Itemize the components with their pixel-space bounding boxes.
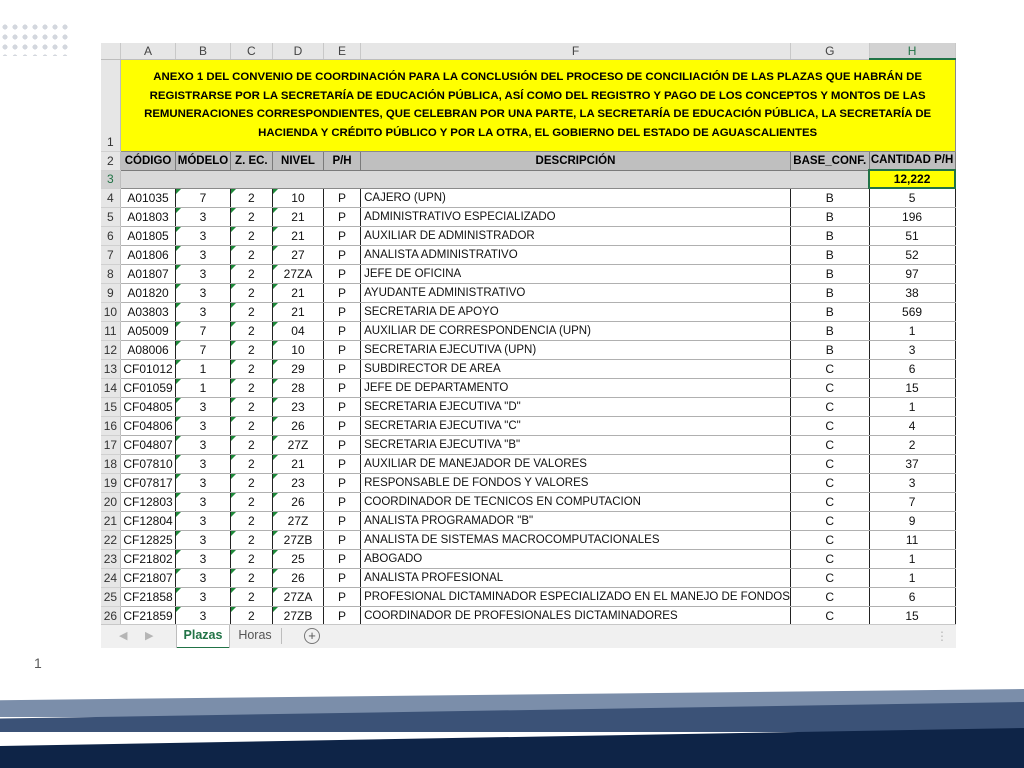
cell-ph[interactable]: P [323, 550, 360, 569]
cell-zona-economica[interactable]: 2 [230, 360, 272, 379]
table-row [101, 246, 955, 265]
cell-cantidad[interactable]: 52 [869, 246, 955, 265]
cell-ph[interactable]: P [323, 360, 360, 379]
table-row [101, 550, 955, 569]
cell-codigo[interactable]: CF21858 [120, 588, 176, 607]
cell-zona-economica[interactable]: 2 [230, 265, 272, 284]
column-header[interactable]: B [176, 43, 230, 59]
cell-ph[interactable]: P [323, 493, 360, 512]
cell-modelo[interactable]: 3 [176, 303, 230, 322]
cell-ph[interactable]: P [323, 417, 360, 436]
header-ph[interactable]: P/H [323, 151, 360, 170]
cell-ph[interactable]: P [323, 379, 360, 398]
cell-cantidad[interactable]: 5 [869, 188, 955, 208]
cell-descripcion[interactable]: SUBDIRECTOR DE AREA [361, 360, 791, 379]
cell-ph[interactable]: P [323, 588, 360, 607]
cell-ph[interactable]: P [323, 188, 360, 208]
table-row [101, 341, 955, 360]
cell-base-conf[interactable]: B [790, 322, 869, 341]
cell-base-conf[interactable]: C [790, 360, 869, 379]
cell-descripcion[interactable]: JEFE DE OFICINA [361, 265, 791, 284]
row-header[interactable]: 7 [101, 246, 120, 265]
cell-cantidad[interactable]: 3 [869, 474, 955, 493]
cell-descripcion[interactable]: AUXILIAR DE ADMINISTRADOR [361, 227, 791, 246]
cell-descripcion[interactable]: SECRETARIA EJECUTIVA (UPN) [361, 341, 791, 360]
more-options-icon[interactable]: ⋮ [936, 629, 948, 643]
cell-zona-economica[interactable]: 2 [230, 455, 272, 474]
cell-nivel[interactable]: 27Z [273, 512, 324, 531]
cell-codigo[interactable]: CF12803 [120, 493, 176, 512]
cell-cantidad[interactable]: 97 [869, 265, 955, 284]
row-header[interactable]: 10 [101, 303, 120, 322]
row-header[interactable]: 24 [101, 569, 120, 588]
cell-nivel[interactable]: 29 [273, 360, 324, 379]
cell-cantidad[interactable]: 15 [869, 607, 955, 626]
cell-cantidad[interactable]: 2 [869, 436, 955, 455]
cell-zona-economica[interactable]: 2 [230, 208, 272, 227]
cell-nivel[interactable]: 10 [273, 341, 324, 360]
cell-ph[interactable]: P [323, 607, 360, 626]
header-modelo[interactable]: MÓDELO [176, 151, 230, 170]
cell-descripcion[interactable]: ANALISTA DE SISTEMAS MACROCOMPUTACIONALES [361, 531, 791, 550]
table-row [101, 569, 955, 588]
table-row [101, 379, 955, 398]
column-header[interactable]: E [323, 43, 360, 59]
cell-codigo[interactable]: CF04805 [120, 398, 176, 417]
cell-nivel[interactable]: 23 [273, 474, 324, 493]
cell-base-conf[interactable]: B [790, 246, 869, 265]
cell-nivel[interactable]: 04 [273, 322, 324, 341]
cell-cantidad[interactable]: 4 [869, 417, 955, 436]
row-header[interactable]: 22 [101, 531, 120, 550]
cell-zona-economica[interactable]: 2 [230, 188, 272, 208]
cell-base-conf[interactable]: C [790, 588, 869, 607]
cell-nivel[interactable]: 21 [273, 455, 324, 474]
column-header-row [101, 43, 955, 59]
cell-zona-economica[interactable]: 2 [230, 341, 272, 360]
cell-ph[interactable]: P [323, 322, 360, 341]
cell-ph[interactable]: P [323, 512, 360, 531]
row-header[interactable]: 13 [101, 360, 120, 379]
cell-base-conf[interactable]: C [790, 607, 869, 626]
cell-ph[interactable]: P [323, 208, 360, 227]
cell-codigo[interactable]: CF01012 [120, 360, 176, 379]
cell-cantidad[interactable]: 11 [869, 531, 955, 550]
row-header[interactable]: 6 [101, 227, 120, 246]
cell-descripcion[interactable]: AUXILIAR DE MANEJADOR DE VALORES [361, 455, 791, 474]
table-row [101, 436, 955, 455]
cell-descripcion[interactable]: ABOGADO [361, 550, 791, 569]
cell-base-conf[interactable]: C [790, 455, 869, 474]
cell-codigo[interactable]: CF12825 [120, 531, 176, 550]
cell-base-conf[interactable]: C [790, 493, 869, 512]
row-header[interactable]: 4 [101, 188, 120, 208]
cell-nivel[interactable]: 10 [273, 188, 324, 208]
cell-modelo[interactable]: 1 [176, 360, 230, 379]
cell-base-conf[interactable]: C [790, 550, 869, 569]
row-header[interactable]: 14 [101, 379, 120, 398]
spreadsheet[interactable] [101, 43, 956, 648]
cell-codigo[interactable]: CF04807 [120, 436, 176, 455]
cell-codigo[interactable]: A01035 [120, 188, 176, 208]
cell-descripcion[interactable]: ANALISTA PROFESIONAL [361, 569, 791, 588]
cell-codigo[interactable]: CF21807 [120, 569, 176, 588]
row-header[interactable]: 26 [101, 607, 120, 626]
table-row [101, 360, 955, 379]
total-row [101, 170, 955, 188]
cell-codigo[interactable]: CF07810 [120, 455, 176, 474]
cell-descripcion[interactable]: ADMINISTRATIVO ESPECIALIZADO [361, 208, 791, 227]
cell-cantidad[interactable]: 37 [869, 455, 955, 474]
table-row [101, 588, 955, 607]
cell-ph[interactable]: P [323, 265, 360, 284]
cell-nivel[interactable]: 26 [273, 569, 324, 588]
cell-nivel[interactable]: 27ZA [273, 588, 324, 607]
cell-descripcion[interactable]: AYUDANTE ADMINISTRATIVO [361, 284, 791, 303]
cell-zona-economica[interactable]: 2 [230, 512, 272, 531]
column-header[interactable]: F [361, 43, 791, 59]
total-cell[interactable]: 12,222 [869, 170, 955, 188]
cell-nivel[interactable]: 23 [273, 398, 324, 417]
column-header[interactable]: A [120, 43, 176, 59]
table-row [101, 398, 955, 417]
cell-ph[interactable]: P [323, 474, 360, 493]
cell-modelo[interactable]: 7 [176, 188, 230, 208]
cell-cantidad[interactable]: 1 [869, 322, 955, 341]
cell-modelo[interactable]: 3 [176, 531, 230, 550]
row-header[interactable]: 23 [101, 550, 120, 569]
select-all-corner[interactable] [101, 43, 120, 59]
cell-modelo[interactable]: 3 [176, 588, 230, 607]
cell-zona-economica[interactable]: 2 [230, 569, 272, 588]
cell-codigo[interactable]: A01805 [120, 227, 176, 246]
table-row [101, 455, 955, 474]
cell-zona-economica[interactable]: 2 [230, 322, 272, 341]
cell-ph[interactable]: P [323, 455, 360, 474]
column-header[interactable]: G [790, 43, 869, 59]
scroll-tabs-left-icon[interactable]: ◀ [119, 630, 128, 642]
cell-descripcion[interactable]: SECRETARIA EJECUTIVA "D" [361, 398, 791, 417]
header-codigo[interactable]: CÓDIGO [120, 151, 176, 170]
row-header[interactable]: 16 [101, 417, 120, 436]
cell-modelo[interactable]: 3 [176, 569, 230, 588]
cell-descripcion[interactable]: ANALISTA PROGRAMADOR "B" [361, 512, 791, 531]
row-header[interactable]: 17 [101, 436, 120, 455]
cell-nivel[interactable]: 27Z [273, 436, 324, 455]
row-header[interactable]: 8 [101, 265, 120, 284]
cell-descripcion[interactable]: CAJERO (UPN) [361, 188, 791, 208]
cell-nivel[interactable]: 27ZA [273, 265, 324, 284]
cell-zona-economica[interactable]: 2 [230, 588, 272, 607]
cell-ph[interactable]: P [323, 398, 360, 417]
table-row [101, 607, 955, 626]
cell-zona-economica[interactable]: 2 [230, 493, 272, 512]
cell-modelo[interactable]: 3 [176, 607, 230, 626]
cell-base-conf[interactable]: C [790, 569, 869, 588]
cell-modelo[interactable]: 7 [176, 322, 230, 341]
cell-codigo[interactable]: CF21859 [120, 607, 176, 626]
cell-modelo[interactable]: 3 [176, 436, 230, 455]
cell-zona-economica[interactable]: 2 [230, 607, 272, 626]
cell-nivel[interactable]: 21 [273, 227, 324, 246]
cell-zona-economica[interactable]: 2 [230, 246, 272, 265]
cell-zona-economica[interactable]: 2 [230, 474, 272, 493]
cell-cantidad[interactable]: 6 [869, 360, 955, 379]
cell-cantidad[interactable]: 15 [869, 379, 955, 398]
document-title-cell[interactable]: ANEXO 1 DEL CONVENIO DE COORDINACIÓN PARA LA CONCLUSIÓN DEL PROCESO DE CONCILIACIÓN DE LAS PLAZAS QUE HABRÁN DE REGISTRARSE POR LA SECRETARÍA DE EDUCACIÓN PÚBLICA, ASÍ COMO DEL REGISTRO Y PAGO DE LOS CONCEPTOS Y MONTOS DE LAS REMUNERACIONES CORRESPONDIENTES, QUE CELEBRAN POR UNA PARTE, LA SECRETARÍA DE EDUCACIÓN PÚBLICA, LA SECRETARÍA DE HACIENDA Y CRÉDITO PÚBLICO Y POR LA OTRA, EL GOBIERNO DEL ESTADO DE AGUASCALIENTES [120, 59, 955, 151]
header-nivel[interactable]: NIVEL [273, 151, 324, 170]
sheet-tab-bar [101, 624, 956, 648]
row-header[interactable]: 15 [101, 398, 120, 417]
cell-cantidad[interactable]: 9 [869, 512, 955, 531]
cell-nivel[interactable]: 21 [273, 303, 324, 322]
row-header[interactable]: 1 [101, 59, 120, 151]
cell-codigo[interactable]: A03803 [120, 303, 176, 322]
add-sheet-icon[interactable]: + [304, 628, 320, 644]
cell-cantidad[interactable]: 3 [869, 341, 955, 360]
row-header[interactable]: 18 [101, 455, 120, 474]
decorative-dot-grid [0, 22, 70, 56]
cell-cantidad[interactable]: 38 [869, 284, 955, 303]
cell-codigo[interactable]: A01803 [120, 208, 176, 227]
cell-zona-economica[interactable]: 2 [230, 550, 272, 569]
cell-descripcion[interactable]: PROFESIONAL DICTAMINADOR ESPECIALIZADO EN EL MANEJO DE FONDOS [361, 588, 791, 607]
table-row [101, 322, 955, 341]
title-row [101, 59, 955, 151]
spreadsheet-grid [101, 43, 956, 626]
cell-nivel[interactable]: 21 [273, 284, 324, 303]
cell-zona-economica[interactable]: 2 [230, 303, 272, 322]
cell-codigo[interactable]: CF07817 [120, 474, 176, 493]
cell-modelo[interactable]: 7 [176, 341, 230, 360]
cell-descripcion[interactable]: COORDINADOR DE PROFESIONALES DICTAMINADORES [361, 607, 791, 626]
cell-base-conf[interactable]: C [790, 512, 869, 531]
cell-ph[interactable]: P [323, 227, 360, 246]
row-header[interactable]: 5 [101, 208, 120, 227]
row-header[interactable]: 2 [101, 151, 120, 170]
cell-cantidad[interactable]: 51 [869, 227, 955, 246]
cell-cantidad[interactable]: 7 [869, 493, 955, 512]
cell-nivel[interactable]: 27 [273, 246, 324, 265]
row-header[interactable]: 20 [101, 493, 120, 512]
cell-nivel[interactable]: 26 [273, 417, 324, 436]
column-header-selected[interactable]: H [869, 43, 955, 59]
cell-descripcion[interactable]: JEFE DE DEPARTAMENTO [361, 379, 791, 398]
row-header[interactable]: 12 [101, 341, 120, 360]
scroll-tabs-right-icon[interactable]: ▶ [145, 630, 154, 642]
cell-modelo[interactable]: 3 [176, 246, 230, 265]
cell-codigo[interactable]: A01806 [120, 246, 176, 265]
cell-descripcion[interactable]: SECRETARIA DE APOYO [361, 303, 791, 322]
cell-nivel[interactable]: 27ZB [273, 607, 324, 626]
cell-codigo[interactable]: A01820 [120, 284, 176, 303]
cell-cantidad[interactable]: 196 [869, 208, 955, 227]
table-row [101, 284, 955, 303]
cell-codigo[interactable]: CF01059 [120, 379, 176, 398]
cell-base-conf[interactable]: B [790, 265, 869, 284]
cell-ph[interactable]: P [323, 569, 360, 588]
cell-codigo[interactable]: CF04806 [120, 417, 176, 436]
cell-codigo[interactable]: A08006 [120, 341, 176, 360]
header-base-conf[interactable]: BASE_CONF. [790, 151, 869, 170]
table-row [101, 474, 955, 493]
cell-cantidad[interactable]: 6 [869, 588, 955, 607]
cell-modelo[interactable]: 1 [176, 379, 230, 398]
cell-descripcion[interactable]: AUXILIAR DE CORRESPONDENCIA (UPN) [361, 322, 791, 341]
cell-ph[interactable]: P [323, 246, 360, 265]
cell-descripcion[interactable]: ANALISTA ADMINISTRATIVO [361, 246, 791, 265]
cell-modelo[interactable]: 3 [176, 265, 230, 284]
cell-zona-economica[interactable]: 2 [230, 227, 272, 246]
cell-codigo[interactable]: CF12804 [120, 512, 176, 531]
row-header[interactable]: 9 [101, 284, 120, 303]
cell-nivel[interactable]: 25 [273, 550, 324, 569]
cell-base-conf[interactable]: B [790, 188, 869, 208]
cell-ph[interactable]: P [323, 341, 360, 360]
cell-modelo[interactable]: 3 [176, 512, 230, 531]
header-zona-economica[interactable]: Z. EC. [230, 151, 272, 170]
cell-nivel[interactable]: 21 [273, 208, 324, 227]
table-row [101, 188, 955, 208]
slide-number: 1 [34, 655, 42, 671]
cell-base-conf[interactable]: C [790, 379, 869, 398]
table-row [101, 303, 955, 322]
table-row [101, 493, 955, 512]
table-row [101, 512, 955, 531]
cell-ph[interactable]: P [323, 531, 360, 550]
sheet-tab-horas[interactable]: Horas [238, 628, 272, 642]
blank-cell[interactable] [120, 170, 869, 188]
cell-ph[interactable]: P [323, 303, 360, 322]
column-header[interactable]: C [230, 43, 272, 59]
row-header-selected[interactable]: 3 [101, 170, 120, 188]
cell-cantidad[interactable]: 1 [869, 569, 955, 588]
row-header[interactable]: 25 [101, 588, 120, 607]
cell-modelo[interactable]: 3 [176, 284, 230, 303]
cell-descripcion[interactable]: COORDINADOR DE TECNICOS EN COMPUTACION [361, 493, 791, 512]
cell-zona-economica[interactable]: 2 [230, 398, 272, 417]
row-header[interactable]: 21 [101, 512, 120, 531]
cell-cantidad[interactable]: 1 [869, 398, 955, 417]
cell-codigo[interactable]: CF21802 [120, 550, 176, 569]
cell-descripcion[interactable]: SECRETARIA EJECUTIVA "C" [361, 417, 791, 436]
cell-base-conf[interactable]: C [790, 398, 869, 417]
cell-nivel[interactable]: 26 [273, 493, 324, 512]
cell-zona-economica[interactable]: 2 [230, 436, 272, 455]
tab-separator [281, 628, 282, 644]
cell-ph[interactable]: P [323, 284, 360, 303]
cell-codigo[interactable]: A01807 [120, 265, 176, 284]
row-header[interactable]: 11 [101, 322, 120, 341]
table-row [101, 265, 955, 284]
cell-base-conf[interactable]: C [790, 531, 869, 550]
row-header[interactable]: 19 [101, 474, 120, 493]
cell-modelo[interactable]: 3 [176, 493, 230, 512]
sheet-tab-plazas[interactable]: Plazas [177, 625, 229, 648]
cell-base-conf[interactable]: C [790, 436, 869, 455]
cell-descripcion[interactable]: SECRETARIA EJECUTIVA "B" [361, 436, 791, 455]
cell-base-conf[interactable]: B [790, 227, 869, 246]
cell-modelo[interactable]: 3 [176, 550, 230, 569]
cell-nivel[interactable]: 27ZB [273, 531, 324, 550]
table-row [101, 227, 955, 246]
cell-zona-economica[interactable]: 2 [230, 379, 272, 398]
cell-base-conf[interactable]: B [790, 303, 869, 322]
header-descripcion[interactable]: DESCRIPCIÓN [361, 151, 791, 170]
cell-cantidad[interactable]: 1 [869, 550, 955, 569]
cell-codigo[interactable]: A05009 [120, 322, 176, 341]
decorative-band-dark [0, 728, 1024, 768]
cell-modelo[interactable]: 3 [176, 208, 230, 227]
cell-modelo[interactable]: 3 [176, 474, 230, 493]
header-row [101, 151, 955, 170]
cell-modelo[interactable]: 3 [176, 455, 230, 474]
cell-base-conf[interactable]: C [790, 417, 869, 436]
cell-zona-economica[interactable]: 2 [230, 417, 272, 436]
table-row [101, 531, 955, 550]
cell-base-conf[interactable]: B [790, 341, 869, 360]
cell-ph[interactable]: P [323, 436, 360, 455]
header-cantidad[interactable]: CANTIDAD P/H [869, 151, 955, 170]
cell-cantidad[interactable]: 569 [869, 303, 955, 322]
table-row [101, 208, 955, 227]
cell-zona-economica[interactable]: 2 [230, 531, 272, 550]
table-row [101, 417, 955, 436]
cell-modelo[interactable]: 3 [176, 227, 230, 246]
column-header[interactable]: D [273, 43, 324, 59]
cell-zona-economica[interactable]: 2 [230, 284, 272, 303]
cell-base-conf[interactable]: B [790, 208, 869, 227]
cell-base-conf[interactable]: C [790, 474, 869, 493]
cell-base-conf[interactable]: B [790, 284, 869, 303]
cell-modelo[interactable]: 3 [176, 398, 230, 417]
cell-descripcion[interactable]: RESPONSABLE DE FONDOS Y VALORES [361, 474, 791, 493]
cell-nivel[interactable]: 28 [273, 379, 324, 398]
cell-modelo[interactable]: 3 [176, 417, 230, 436]
